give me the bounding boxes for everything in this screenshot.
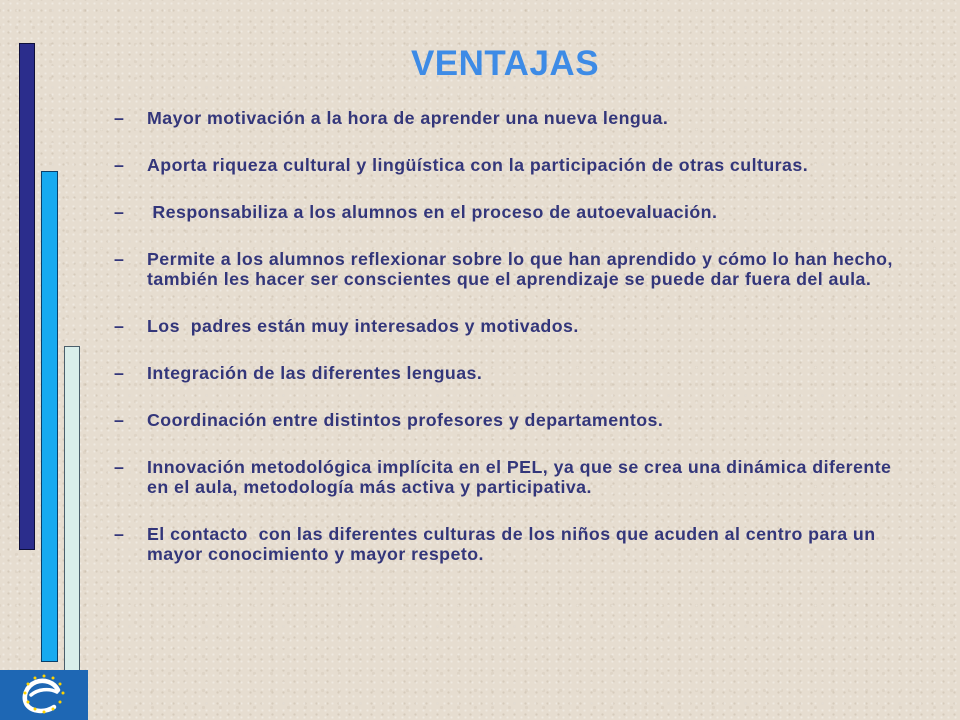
list-item-text: Responsabiliza a los alumnos en el proceso de autoevaluación. [147,202,718,222]
list-item [114,316,914,336]
list-item-text: Integración de las diferentes lenguas. [147,363,483,383]
list-item-text: Innovación metodológica implícita en el PEL, ya que se crea una dinámica diferente en el aula, metodología más activa y participativa. [147,457,892,497]
list-item [114,155,914,175]
list-item [114,108,914,128]
bullet-dash: – [114,363,125,383]
list-item-text: El contacto con las diferentes culturas de los niños que acuden al centro para un mayor conocimiento y mayor respeto. [147,524,881,564]
bullet-dash: – [114,316,125,336]
council-of-europe-logo-icon [0,670,88,720]
list-item [114,249,914,289]
list-item-text: Mayor motivación a la hora de aprender una nueva lengua. [147,108,669,128]
bullet-list [114,108,914,591]
slide-title: VENTAJAS [410,44,600,83]
bullet-dash: – [114,108,125,128]
bullet-dash: – [114,410,125,430]
list-item-text: Aporta riqueza cultural y lingüística con la participación de otras culturas. [147,155,809,175]
bullet-dash: – [114,202,125,222]
list-item [114,524,914,564]
list-item-text: Coordinación entre distintos profesores y departamentos. [147,410,664,430]
list-item [114,363,914,383]
list-item-text: Los padres están muy interesados y motivados. [147,316,579,336]
list-item [114,410,914,430]
decorative-bar-dark-blue [19,43,35,550]
decorative-bar-light-blue [41,171,58,662]
list-item [114,202,914,222]
bullet-dash: – [114,524,125,544]
list-item [114,457,914,497]
bullet-dash: – [114,155,125,175]
bullet-dash: – [114,249,125,269]
bullet-dash: – [114,457,125,477]
decorative-bar-pale [64,346,80,672]
list-item-text: Permite a los alumnos reflexionar sobre lo que han aprendido y cómo lo han hecho, también les hacer ser conscientes que el aprendizaje se puede dar fuera del aula. [147,249,893,289]
